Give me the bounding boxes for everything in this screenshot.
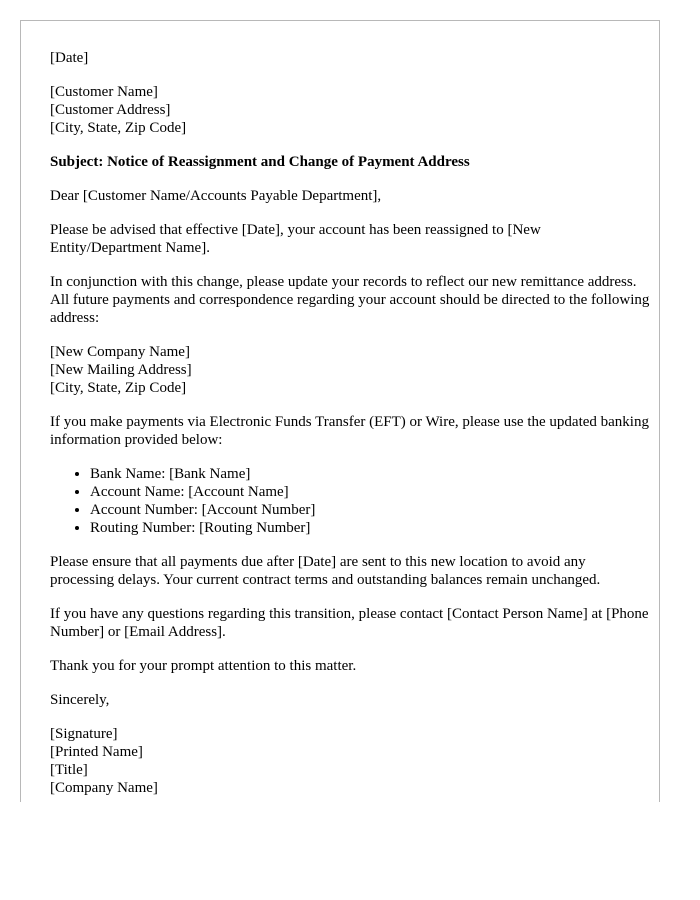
- list-item: • Bank Name: [Bank Name]: [90, 465, 650, 483]
- list-item: • Routing Number: [Routing Number]: [90, 519, 650, 537]
- printed-name: [Printed Name]: [50, 744, 143, 760]
- paragraph-update-records: In conjunction with this change, please update your records to reflect our new remittance address. All future payments and correspondence regarding your account should be directed to the following address:: [50, 274, 650, 326]
- paragraph-thank-you: Thank you for your prompt attention to this matter.: [50, 658, 357, 674]
- date-line: [50, 49, 650, 67]
- paragraph-effective-date: Please be advised that effective [Date], your account has been reassigned to [New Entity/Department Name].: [50, 222, 541, 256]
- paragraph-eft-wire: If you make payments via Electronic Funds Transfer (EFT) or Wire, please use the updated banking information provided below:: [50, 414, 649, 448]
- list-item: • Account Name: [Account Name]: [90, 483, 650, 501]
- signature-block: [50, 725, 650, 797]
- signature: [Signature]: [50, 726, 118, 742]
- closing: Sincerely,: [50, 692, 110, 708]
- new-company-name: [New Company Name]: [50, 344, 190, 360]
- date-text: [Date]: [50, 50, 89, 66]
- customer-city-state-zip: [City, State, Zip Code]: [50, 120, 187, 136]
- customer-address: [Customer Address]: [50, 102, 171, 118]
- customer-name: [Customer Name]: [50, 84, 158, 100]
- new-address-block: [50, 343, 650, 397]
- letter-content: [50, 49, 650, 802]
- new-city-state-zip: [City, State, Zip Code]: [50, 380, 187, 396]
- salutation: Dear [Customer Name/Accounts Payable Department],: [50, 188, 382, 204]
- title: [Title]: [50, 762, 88, 778]
- customer-address-block: [50, 83, 650, 137]
- company-name: [Company Name]: [50, 780, 158, 796]
- new-mailing-address: [New Mailing Address]: [50, 362, 192, 378]
- list-item: • Account Number: [Account Number]: [90, 501, 650, 519]
- subject-line: Subject: Notice of Reassignment and Change of Payment Address: [50, 154, 470, 170]
- paragraph-payment-location: Please ensure that all payments due after [Date] are sent to this new location to avoid any processing delays. Your current contract terms and outstanding balances remain unchanged.: [50, 554, 601, 588]
- letter-page: [20, 20, 660, 802]
- banking-info-list: [50, 465, 650, 537]
- paragraph-contact: If you have any questions regarding this transition, please contact [Contact Person Name] at [Phone Number] or [Email Address].: [50, 606, 649, 640]
